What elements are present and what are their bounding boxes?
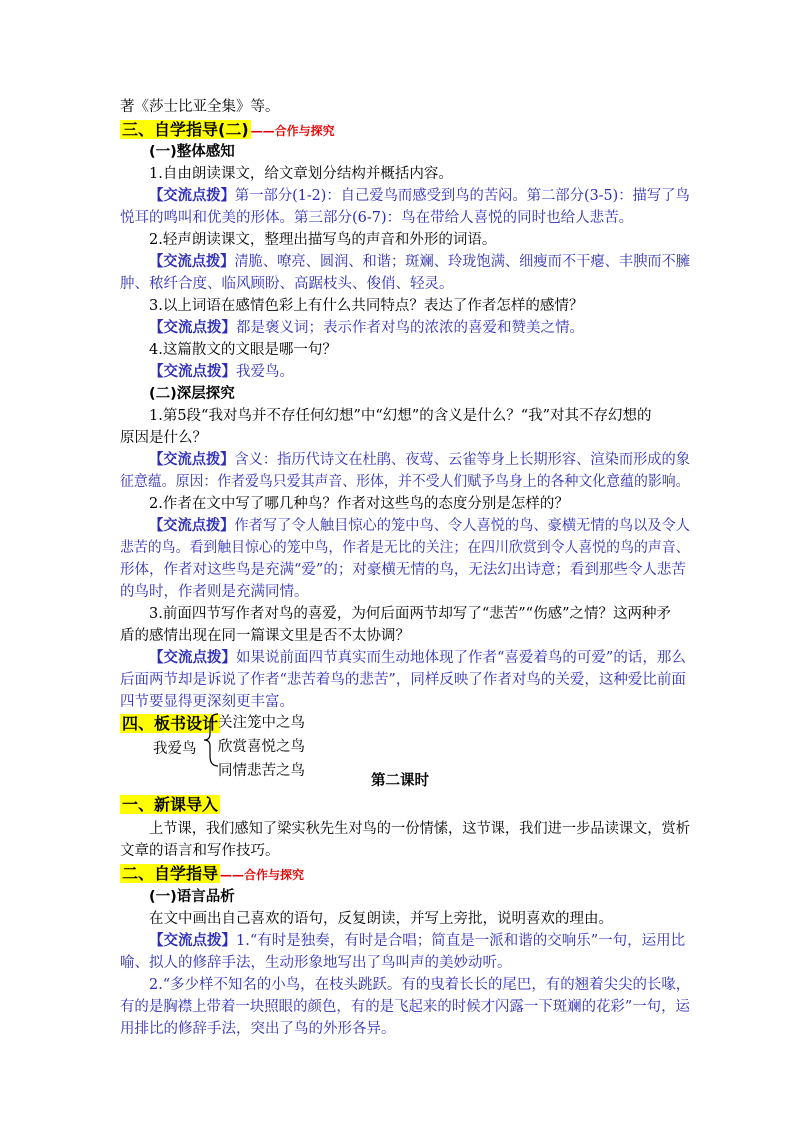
board-branch: 同情悲苦之鸟 — [218, 763, 305, 779]
answer-text: 的鸟时，作者则是充满同情。 — [120, 584, 309, 600]
answer-text: 后面两节却是诉说了作者“悲苦着鸟的悲苦”，同样反映了作者对鸟的关爱，这种爱比前面 — [120, 672, 686, 688]
section-heading — [120, 863, 304, 886]
answer-tag: 【交流点拨】 — [149, 933, 236, 949]
answer-text: 如果说前面四节真实而生动地体现了作者“喜爱着鸟的可爱”的话，那么 — [236, 650, 686, 666]
answer-text: 作者写了令人触目惊心的笼中鸟、令人喜悦的鸟、豪横无情的鸟以及令人 — [234, 518, 691, 534]
question: 4.这篇散文的文眼是哪一句？ — [149, 342, 337, 358]
question: 在文中画出自己喜欢的语句，反复朗读，并写上旁批，说明喜欢的理由。 — [149, 911, 613, 927]
text-line: 上节课，我们感知了梁实秋先生对鸟的一份情愫，这节课，我们进一步品读课文，赏析 — [149, 821, 691, 837]
question: 3.以上词语在感情色彩上有什么共同特点？表达了作者怎样的感情？ — [149, 298, 584, 314]
answer-text: 我爱鸟。 — [236, 364, 294, 380]
answer-text: 形体，作者对这些鸟是充满“爱”的；对豪横无情的鸟，无法幻出诗意；看到那些令人悲苦 — [120, 562, 686, 578]
board-branch: 关注笼中之鸟 — [218, 715, 305, 731]
answer-text: 四节要显得更深刻更丰富。 — [120, 694, 294, 710]
answer-text: 喻、拟人的修辞手法，生动形象地写出了鸟叫声的美妙动听。 — [120, 955, 512, 971]
question: 盾的感情出现在同一篇课文里是否不太协调？ — [120, 628, 410, 644]
answer-text: 都是褒义词；表示作者对鸟的浓浓的喜爱和赞美之情。 — [236, 320, 584, 336]
answer — [149, 449, 690, 471]
section-heading — [120, 119, 335, 142]
section-heading — [120, 794, 220, 817]
subsection-title: (一)语言品析 — [149, 889, 235, 905]
answer-tag: 【交流点拨】 — [149, 518, 235, 534]
board-root: 我爱鸟 — [153, 741, 197, 757]
answer — [149, 317, 584, 339]
section-title: 四、板书设计 — [122, 714, 219, 733]
answer — [149, 647, 686, 669]
answer-text: 第一部分(1-2)：自己爱鸟而感受到鸟的苦闷。第二部分(3-5)：描写了鸟 — [234, 188, 690, 204]
section-subtitle: ——合作与探究 — [220, 868, 305, 882]
answer — [149, 515, 690, 537]
question: 2.作者在文中写了哪几种鸟？作者对这些鸟的态度分别是怎样的？ — [149, 496, 569, 512]
text-line: 文章的语言和写作技巧。 — [120, 843, 280, 859]
answer — [149, 361, 294, 383]
answer-text: 征意蕴。原因：作者爱鸟只爱其声音、形体，并不受人们赋予鸟身上的各种文化意蕴的影响。 — [120, 474, 690, 490]
lesson-title: 第二课时 — [371, 773, 429, 789]
answer-tag: 【交流点拨】 — [149, 452, 235, 468]
question: 原因是什么？ — [120, 430, 207, 446]
section-title: 三、自学指导(二) — [122, 120, 249, 139]
answer-text: 2.“多少样不知名的小鸟，在枝头跳跃。有的曳着长长的尾巴，有的翘着尖尖的长喙， — [149, 977, 691, 993]
section-subtitle: ——合作与探究 — [250, 124, 335, 138]
text-line: 著《莎士比亚全集》等。 — [120, 99, 280, 115]
question: 3.前面四节写作者对鸟的喜爱，为何后面两节却写了“悲苦”“伤感”之情？这两种矛 — [149, 606, 671, 622]
answer-tag: 【交流点拨】 — [149, 650, 236, 666]
answer-text: 用排比的修辞手法，突出了鸟的外形各异。 — [120, 1021, 396, 1037]
answer-text: 悲苦的鸟。看到触目惊心的笼中鸟，作者是无比的关注；在四川欣赏到令人喜悦的鸟的声音、 — [120, 540, 690, 556]
answer-tag: 【交流点拨】 — [149, 320, 236, 336]
subsection-title: (一)整体感知 — [149, 144, 235, 160]
question: 2.轻声朗读课文，整理出描写鸟的声音和外形的词语。 — [149, 232, 497, 248]
section-title: 二、自学指导 — [122, 864, 219, 883]
answer — [149, 251, 690, 273]
board-branch: 欣赏喜悦之鸟 — [218, 739, 305, 755]
subsection-title: (二)深层探究 — [149, 386, 235, 402]
answer-text: 悦耳的鸣叫和优美的形体。第三部分(6-7)：鸟在带给人喜悦的同时也给人悲苦。 — [120, 210, 634, 226]
answer-tag: 【交流点拨】 — [149, 364, 236, 380]
answer-text: 清脆、嘹亮、圆润、和谐；斑斓、玲珑饱满、细瘦而不干瘪、丰腴而不臃 — [234, 254, 691, 270]
answer-tag: 【交流点拨】 — [149, 254, 235, 270]
question: 1.自由朗读课文，给文章划分结构并概括内容。 — [149, 166, 453, 182]
section-title: 一、新课导入 — [122, 795, 219, 814]
question: 1.第5段“我对鸟并不存任何幻想”中“幻想”的含义是什么？“我”对其不存幻想的 — [149, 408, 652, 424]
answer-text: 有的是胸襟上带着一块照眼的颜色，有的是飞起来的时候才闪露一下斑斓的花彩”一句，运 — [120, 999, 690, 1015]
answer-text: 1.“有时是独奏，有时是合唱；简直是一派和谐的交响乐”一句，运用比 — [236, 933, 686, 949]
answer-text: 含义：指历代诗文在杜鹃、夜莺、云雀等身上长期形容、渲染而形成的象 — [234, 452, 691, 468]
answer — [149, 185, 690, 207]
answer-text: 肿、秾纤合度、临风顾盼、高踞枝头、俊俏、轻灵。 — [120, 276, 454, 292]
answer-tag: 【交流点拨】 — [149, 188, 235, 204]
answer — [149, 930, 685, 952]
